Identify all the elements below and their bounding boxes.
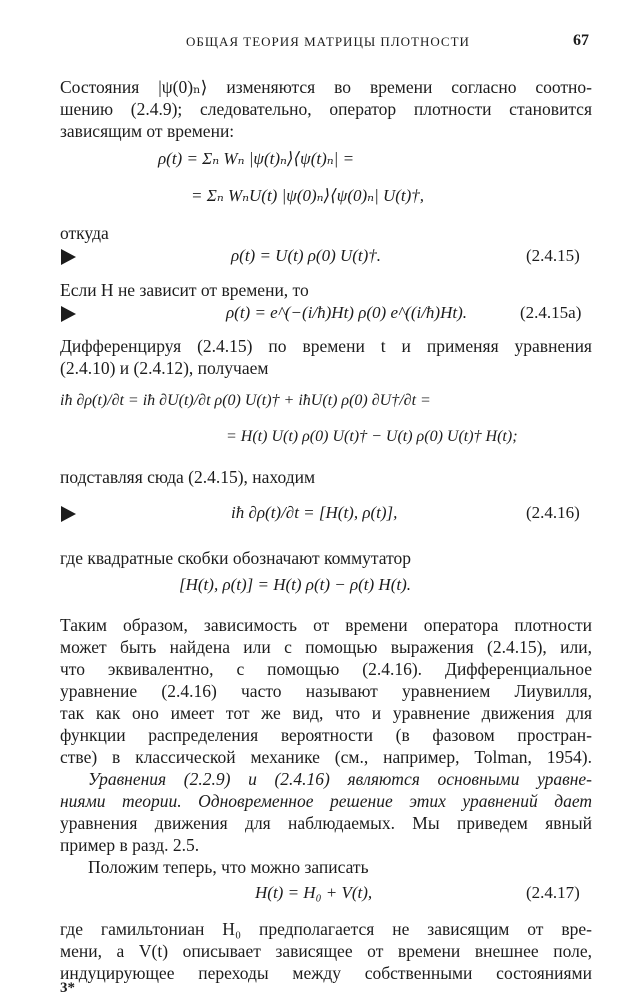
running-title: ОБЩАЯ ТЕОРИЯ МАТРИЦЫ ПЛОТНОСТИ — [186, 34, 470, 49]
equation-2-4-17: H(t) = H₀ + V(t), — [255, 883, 373, 902]
paragraph-line: (2.4.10) и (2.4.12), получаем — [60, 358, 269, 378]
paragraph-line: Состояния |ψ(0)ₙ⟩ изменяются во времени согласно соотно- — [60, 77, 592, 97]
equation-number: (2.4.17) — [526, 883, 580, 902]
equation-number: (2.4.15) — [526, 246, 580, 265]
word-otkuda: откуда — [60, 223, 109, 243]
paragraph-line: мени, а V(t) описывает зависящее от времени внешнее поле, — [60, 941, 592, 961]
paragraph-line: где гамильтониан H₀ предполагается не зависящим от вре- — [60, 919, 592, 939]
paragraph-line: уравнения движения для наблюдаемых. Мы приведем явный — [60, 813, 592, 833]
paragraph-line: ниями теории. Одновременное решение этих уравнений дает — [60, 791, 592, 811]
equation-derivative-line2: = H(t) U(t) ρ(0) U(t)† − U(t) ρ(0) U(t)† H(t); — [226, 428, 518, 445]
paragraph-line: функции распределения вероятности (в фазовом простран- — [60, 725, 592, 745]
paragraph-line: Положим теперь, что можно записать — [88, 857, 369, 877]
important-marker-icon — [61, 506, 76, 522]
page-number: 67 — [573, 32, 589, 49]
paragraph-line: Таким образом, зависимость от времени оператора плотности — [60, 615, 592, 635]
equation-commutator: [H(t), ρ(t)] = H(t) ρ(t) − ρ(t) H(t). — [179, 575, 412, 594]
important-marker-icon — [61, 249, 76, 265]
equation-2-4-16: iħ ∂ρ(t)/∂t = [H(t), ρ(t)], — [231, 503, 398, 522]
paragraph-line: подставляя сюда (2.4.15), находим — [60, 467, 316, 487]
paragraph-line: Если H не зависит от времени, то — [60, 280, 309, 300]
paragraph-line: Уравнения (2.2.9) и (2.4.16) являются основными уравне- — [88, 769, 592, 789]
equation-number: (2.4.16) — [526, 503, 580, 522]
paragraph-line: уравнение (2.4.16) часто называют уравнением Лиувилля, — [60, 681, 592, 701]
equation-number: (2.4.15a) — [520, 303, 582, 322]
paragraph-line: так как оно имеет тот же вид, что и уравнение движения для — [60, 703, 592, 723]
equation-derivative-line1: iħ ∂ρ(t)/∂t = iħ ∂U(t)/∂t ρ(0) U(t)† + iħU(t) ρ(0) ∂U†/∂t = — [60, 392, 431, 409]
equation-density-line1: ρ(t) = Σₙ Wₙ |ψ(t)ₙ⟩⟨ψ(t)ₙ| = — [158, 149, 355, 168]
signature-mark: 3* — [60, 980, 75, 996]
paragraph-line: может быть найдена или с помощью выражения (2.4.15), или, — [60, 637, 592, 657]
paragraph-line: что эквивалентно, с помощью (2.4.16). Дифференциальное — [60, 659, 592, 679]
paragraph-line: индуцирующее переходы между собственными состояниями — [60, 963, 592, 983]
equation-density-line2: = Σₙ WₙU(t) |ψ(0)ₙ⟩⟨ψ(0)ₙ| U(t)†, — [191, 186, 425, 205]
equation-2-4-15a: ρ(t) = e^(−(i/ħ)Ht) ρ(0) e^((i/ħ)Ht). — [226, 303, 467, 322]
paragraph-line: шению (2.4.9); следовательно, оператор плотности становится — [60, 99, 592, 119]
paragraph-line: зависящим от времени: — [60, 121, 235, 141]
paragraph-line: стве) в классической механике (см., например, Tolman, 1954). — [60, 747, 592, 767]
important-marker-icon — [61, 306, 76, 322]
paragraph-line: где квадратные скобки обозначают коммутатор — [60, 548, 412, 568]
paragraph-line: Дифференцируя (2.4.15) по времени t и применяя уравнения — [60, 336, 592, 356]
equation-2-4-15: ρ(t) = U(t) ρ(0) U(t)†. — [231, 246, 382, 265]
paragraph-line: пример в разд. 2.5. — [60, 835, 200, 855]
